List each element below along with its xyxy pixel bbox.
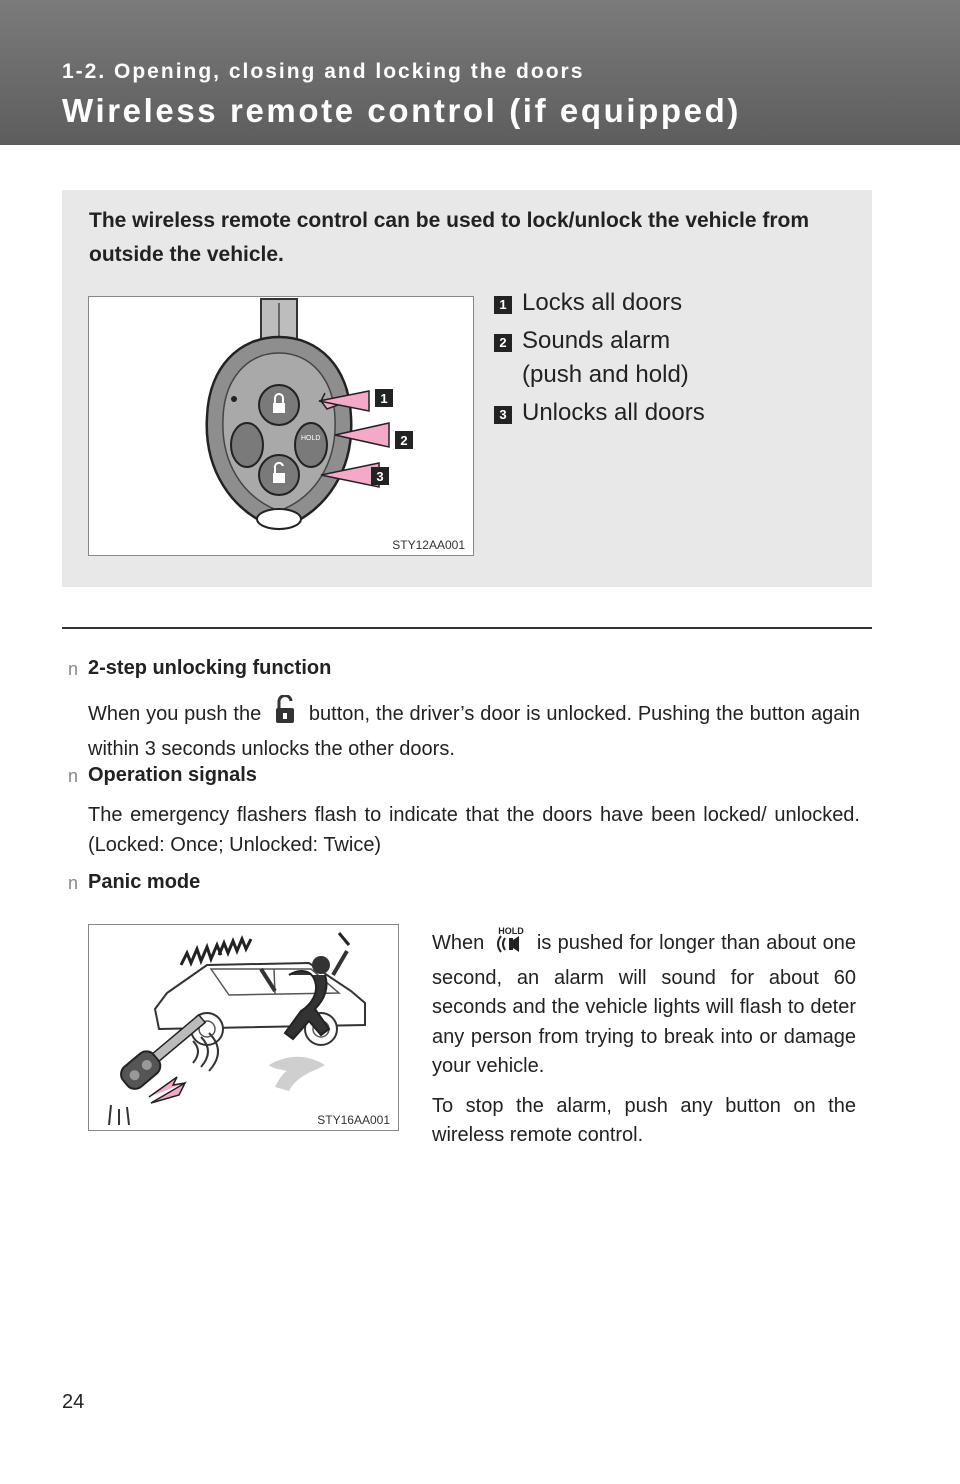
panic-mode-description xyxy=(432,924,856,1161)
car-alarm-illustration xyxy=(89,925,398,1130)
unlock-icon xyxy=(267,695,303,734)
remote-control-figure xyxy=(88,296,474,556)
legend-text: Locks all doors xyxy=(522,289,683,316)
remote-key-illustration xyxy=(89,297,473,555)
section-operation-signals xyxy=(68,764,864,864)
figure-code: STY12AA001 xyxy=(392,538,465,552)
intro-text: The wireless remote control can be used to lock/unlock the vehicle from outside the vehicle. xyxy=(89,209,810,266)
figure-code: STY16AA001 xyxy=(317,1113,390,1127)
stop-alarm-text: To stop the alarm, push any button on the wireless remote control. xyxy=(432,1094,856,1146)
page-header xyxy=(0,0,960,145)
section-heading: 2-step unlocking function xyxy=(88,657,332,679)
text-after-icon: button, the driver’s door is unlocked. Pushing the button again within 3 seconds unlocks the other doors. xyxy=(88,702,860,760)
bullet-marker: n xyxy=(68,873,79,893)
bullet-marker: n xyxy=(68,766,79,786)
hold-text: HOLD xyxy=(301,435,321,442)
hold-icon-text: HOLD xyxy=(497,926,524,936)
callout-1: 1 xyxy=(380,391,388,406)
section-2-step-unlocking xyxy=(68,657,864,760)
legend-item xyxy=(494,324,824,392)
bullet-marker: n xyxy=(68,659,79,679)
panic-text xyxy=(432,924,856,1082)
legend-text: Unlocks all doors xyxy=(522,399,705,426)
callout-3: 3 xyxy=(376,469,384,484)
callout-2: 2 xyxy=(400,433,408,448)
section-heading: Panic mode xyxy=(88,871,201,893)
legend-item xyxy=(494,396,824,430)
legend-item xyxy=(494,286,824,320)
button-legend xyxy=(494,286,824,434)
page-number: 24 xyxy=(62,1391,85,1413)
intro-box xyxy=(62,190,872,587)
panic-mode-figure xyxy=(88,924,399,1131)
section-heading: Operation signals xyxy=(88,764,257,786)
section-text: The emergency flashers flash to indicate that the doors have been locked/ unlocked. (Locked: Once; Unlocked: Twice) xyxy=(88,804,860,856)
section-panic-mode xyxy=(68,871,864,901)
text-before-icon: When xyxy=(432,932,485,955)
text-before-icon: When you push the xyxy=(88,702,262,725)
text-after-icon: is pushed for longer than about one second, an alarm will sound for about 60 seconds and the vehicle lights will flash to deter any person from trying to break into or damage your vehicle. xyxy=(432,932,857,1077)
section-text xyxy=(88,695,860,764)
legend-text: Sounds alarm xyxy=(522,327,671,354)
hold-alarm-icon xyxy=(491,924,531,964)
legend-text-sub: (push and hold) xyxy=(522,361,689,388)
legend-badge: 2 xyxy=(494,334,512,352)
legend-badge: 1 xyxy=(494,296,512,314)
legend-badge: 3 xyxy=(494,406,512,424)
page-title: Wireless remote control (if equipped) xyxy=(62,92,741,129)
divider xyxy=(62,627,872,629)
section-title: 1-2. Opening, closing and locking the doors xyxy=(62,60,585,83)
